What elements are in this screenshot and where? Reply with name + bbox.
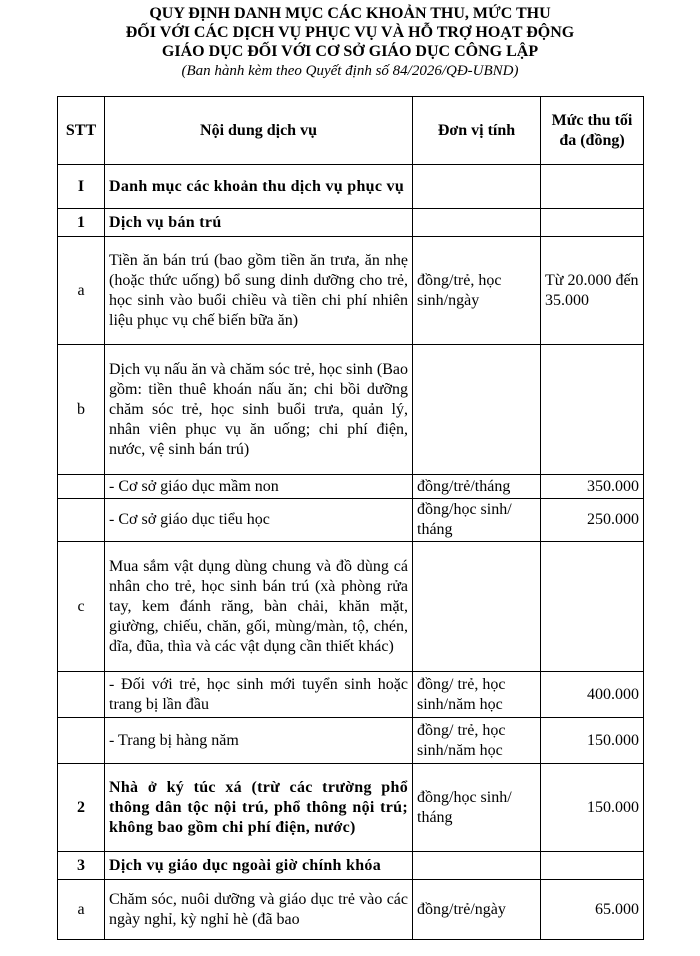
row-content: Danh mục các khoản thu dịch vụ phục vụ	[105, 165, 413, 209]
row-stt	[58, 475, 105, 499]
row-stt: a	[58, 880, 105, 940]
row-stt: 1	[58, 209, 105, 237]
document-title-line-3: GIÁO DỤC ĐỐI VỚI CƠ SỞ GIÁO DỤC CÔNG LẬP	[161, 43, 539, 60]
table-row	[58, 542, 644, 672]
row-amount	[541, 345, 644, 475]
row-content: Chăm sóc, nuôi dưỡng và giáo dục trẻ vào các ngày nghỉ, kỳ nghỉ hè (đã bao	[105, 880, 413, 940]
row-content: - Trang bị hàng năm	[105, 718, 413, 764]
row-amount: 350.000	[541, 475, 644, 499]
row-amount	[541, 209, 644, 237]
row-content: Tiền ăn bán trú (bao gồm tiền ăn trưa, ăn nhẹ (hoặc thức uống) bổ sung dinh dưỡng cho trẻ, học sinh vào buổi chiều và tiền chi phí nhiên liệu phục vụ chế biến bữa ăn)	[105, 237, 413, 345]
row-stt: b	[58, 345, 105, 475]
row-unit	[413, 542, 541, 672]
row-stt	[58, 499, 105, 542]
row-stt	[58, 718, 105, 764]
row-content: Dịch vụ giáo dục ngoài giờ chính khóa	[105, 852, 413, 880]
row-amount: 150.000	[541, 764, 644, 852]
table-row	[58, 672, 644, 718]
row-amount	[541, 852, 644, 880]
document-subtitle: (Ban hành kèm theo Quyết định số 84/2026/QĐ-UBND)	[181, 63, 519, 79]
row-content: - Cơ sở giáo dục mầm non	[105, 475, 413, 499]
table-row	[58, 165, 644, 209]
row-amount	[541, 165, 644, 209]
row-amount: 250.000	[541, 499, 644, 542]
row-amount	[541, 542, 644, 672]
header-amount: Mức thu tối đa (đồng)	[541, 97, 644, 165]
row-content: Mua sắm vật dụng dùng chung và đồ dùng cá nhân cho trẻ, học sinh bán trú (xà phòng rửa tay, kem đánh răng, bàn chải, khăn mặt, giường, chiếu, chăn, gối, mùng/màn, tộ, chén, dĩa, đũa, thìa và các vật dụng cần thiết khác)	[105, 542, 413, 672]
row-unit: đồng/học sinh/ tháng	[413, 499, 541, 542]
table-row	[58, 880, 644, 940]
table-row	[58, 237, 644, 345]
row-content: Nhà ở ký túc xá (trừ các trường phổ thông dân tộc nội trú, phổ thông nội trú; không bao gồm chi phí điện, nước)	[105, 764, 413, 852]
table-row	[58, 209, 644, 237]
row-content: Dịch vụ nấu ăn và chăm sóc trẻ, học sinh (Bao gồm: tiền thuê khoán nấu ăn; chi bồi dưỡng chăm sóc trẻ, học sinh buổi trưa, quản lý, nhân viên phục vụ ăn uống; chi phí điện, nước, vệ sinh bán trú)	[105, 345, 413, 475]
header-unit: Đơn vị tính	[413, 97, 541, 165]
table-row	[58, 852, 644, 880]
row-content: - Đối với trẻ, học sinh mới tuyển sinh hoặc trang bị lần đầu	[105, 672, 413, 718]
row-stt: 3	[58, 852, 105, 880]
document-title-line-1: QUY ĐỊNH DANH MỤC CÁC KHOẢN THU, MỨC THU	[149, 5, 551, 22]
header-stt: STT	[58, 97, 105, 165]
row-stt: a	[58, 237, 105, 345]
row-unit: đồng/trẻ/tháng	[413, 475, 541, 499]
row-stt	[58, 672, 105, 718]
row-unit	[413, 345, 541, 475]
row-amount: 65.000	[541, 880, 644, 940]
row-unit: đồng/trẻ/ngày	[413, 880, 541, 940]
table-row	[58, 764, 644, 852]
row-content: Dịch vụ bán trú	[105, 209, 413, 237]
table-row	[58, 718, 644, 764]
row-unit	[413, 209, 541, 237]
fee-table	[57, 96, 644, 940]
table-header-row	[58, 97, 644, 165]
row-content: - Cơ sở giáo dục tiểu học	[105, 499, 413, 542]
table-row	[58, 499, 644, 542]
row-amount: 150.000	[541, 718, 644, 764]
row-stt: I	[58, 165, 105, 209]
row-unit: đồng/ trẻ, học sinh/năm học	[413, 718, 541, 764]
row-unit: đồng/ trẻ, học sinh/năm học	[413, 672, 541, 718]
row-unit	[413, 165, 541, 209]
row-unit: đồng/học sinh/ tháng	[413, 764, 541, 852]
row-unit: đồng/trẻ, học sinh/ngày	[413, 237, 541, 345]
table-row	[58, 475, 644, 499]
row-unit	[413, 852, 541, 880]
document-title-line-2: ĐỐI VỚI CÁC DỊCH VỤ PHỤC VỤ VÀ HỖ TRỢ HOẠT ĐỘNG	[125, 24, 575, 41]
row-amount: Từ 20.000 đến 35.000	[541, 237, 644, 345]
table-row	[58, 345, 644, 475]
row-stt: c	[58, 542, 105, 672]
row-amount: 400.000	[541, 672, 644, 718]
header-content: Nội dung dịch vụ	[105, 97, 413, 165]
row-stt: 2	[58, 764, 105, 852]
